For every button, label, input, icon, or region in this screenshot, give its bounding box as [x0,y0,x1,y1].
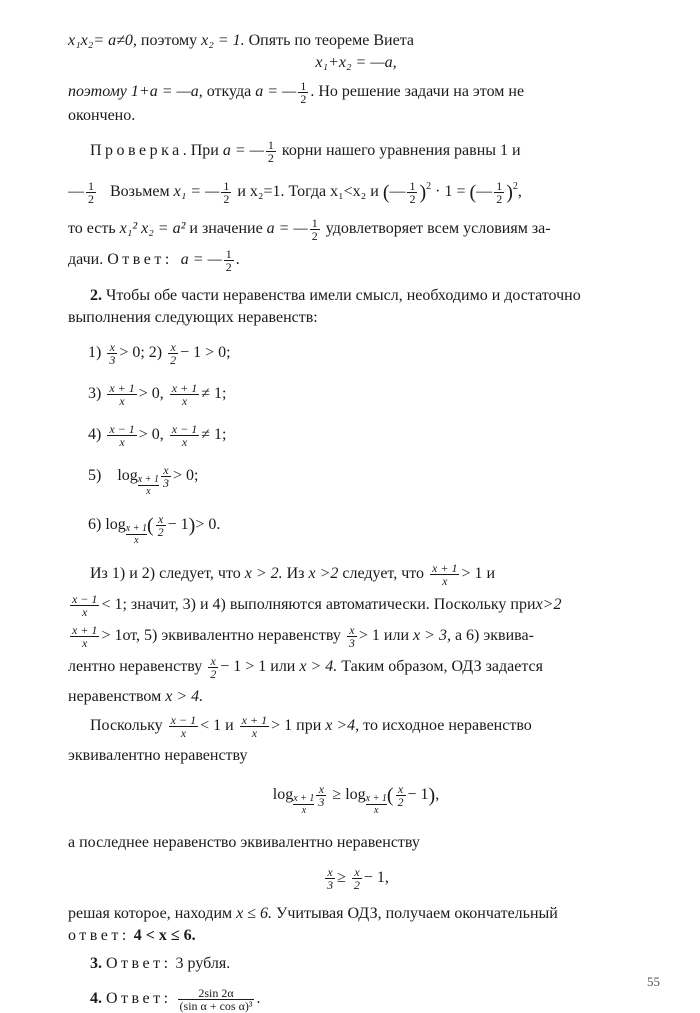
fraction-half: $\frac{1}{2}$ [311,215,318,243]
text: . При [182,142,219,160]
para-3-line-2: $\frac{x - 1}{x}$ < 1; значит, 3) и 4) выполняются автоматически. Поскольку приx>2 [72,592,562,620]
line-4 [68,105,644,127]
list-item: 6) log $\frac{x + 1}{x}$ ( $\frac{x}{2}$ − 1)> 0. [88,512,221,547]
text: · 1 = [435,183,466,200]
text: поэтому [140,32,198,49]
para-4-line-2: эквивалентно неравенству [68,747,248,765]
line-8: дачи. Ответ: a = — $\frac{1}{2}$ . [68,246,240,274]
fraction-half: $\frac{1}{2}$ [267,138,274,165]
fraction-half: $\frac{1}{2}$ [88,178,94,206]
text: выполнения следующих неравенств: [68,308,318,326]
fraction-half: $\frac{1}{2}$ [496,178,503,206]
list-item: 5) log $\frac{x + 1}{x}$ $\frac{x}{3}$ > 0; [88,462,199,497]
list-item: 1) $\frac{x}{3}$ > 0; 2) $\frac{x}{2}$ − 1 > 0; [88,339,231,367]
para-4-line-1: Поскольку $\frac{x - 1}{x}$ < 1 и $\frac{x + 1}{x}$ > 1 при x >4, то исходное неравенство [90,713,532,741]
para-4-line-4: решая которое, находим x ≤ 6. Учитывая ОДЗ, получаем окончательный [68,905,558,923]
para-4-line-3: а последнее неравенство эквивалентно неравенству [68,834,420,852]
answer-3: 3. Ответ: 3 рубля. [90,955,231,973]
text: окончено. [68,107,136,124]
para-3-line-5: неравенством x > 4. [68,688,204,706]
text: x₂ = 1. [201,32,245,49]
text: — [68,183,84,200]
fraction-half: $\frac{1}{2}$ [300,79,307,106]
list-item: 3) $\frac{x + 1}{x}$ > 0, $\frac{x + 1}{x}$ ≠ 1; [88,380,227,408]
problem-number: 2. [90,286,102,304]
text: a = — [180,251,222,268]
log-inequality: log $\frac{x + 1}{x}$ $\frac{x}{3}$ ≥ log $\frac{x + 1}{x}$ ( $\frac{x}{2}$ − 1), [272,782,440,817]
line-3 [68,80,644,105]
text: Чтобы обе части неравенства имели смысл, необходимо и достаточно [106,286,581,304]
answer-4: 4. Ответ: $\frac{2\sin 2\alpha}{\text{(sin α + cos α)³}}$ . [90,986,261,1013]
text: Возьмем [110,183,170,200]
page-number: 55 [647,974,660,989]
text: x₁ = — [173,183,220,200]
para-3-line-1: Из 1) и 2) следует, что x > 2. Из x >2 следует, что $\frac{x + 1}{x}$ > 1 и [90,561,496,589]
line-6: — $\frac{1}{2}$ Возьмем x₁ = — $\frac{1}{2}$ и x₂=1. Тогда x₁<x₂ и (— $\frac{1}{2}$ )$^2$ · 1 = (— $\frac{1}{2}$ )$^2$, [68,178,522,206]
text: Опять по теореме Виета [248,32,414,49]
formula: x₁+x₂ = —a, [315,54,397,71]
text: дачи. [68,251,104,268]
text: a = — [222,142,264,160]
list-item: 4) $\frac{x - 1}{x}$ > 0, $\frac{x - 1}{x}$ ≠ 1; [88,421,227,449]
fraction-half: $\frac{1}{2}$ [223,178,230,206]
fraction-half: $\frac{1}{2}$ [225,246,232,274]
problem-2-line-2 [68,307,644,329]
para-3-line-3: $\frac{x + 1}{x}$ > 1от, 5) эквивалентно неравенству $\frac{x}{3}$ > 1 или x > 3, а 6) эквива- [72,623,534,651]
spaced-word: Проверка [90,142,183,160]
line-1 [68,30,644,52]
text: a = — [255,83,297,101]
para-3-line-4: лентно неравенству $\frac{x}{2}$ − 1 > 1 или x > 4. Таким образом, ОДЗ задается [68,654,543,682]
text: и значение [189,220,263,237]
text: корни нашего уравнения равны 1 и [281,142,521,160]
simple-inequality: $\frac{x}{3}$ ≥ $\frac{x}{2}$ − 1, [327,865,389,893]
text: откуда [206,83,252,101]
para-4-line-5: ответ: 4 < x ≤ 6. [68,927,196,945]
text: поэтому 1+a = —a, [68,83,203,101]
text: a = — [266,220,308,237]
spaced-word: Ответ: [107,251,173,268]
problem-2-line-1 [68,285,644,307]
line-7 [68,217,644,242]
text: . Но решение задачи на этом не [310,83,525,101]
formula: x₁² x₂ = a² [119,220,186,237]
vieta-equation [68,52,644,74]
text: и x₂=1. Тогда x₁<x₂ и [237,183,379,200]
check-line [68,139,644,164]
fraction-half: $\frac{1}{2}$ [409,178,416,206]
text: то есть [68,220,116,237]
text: x₁x₂= a≠0, [68,32,137,49]
text: удовлетворяет всем условиям за- [325,220,551,237]
condition-list [68,341,644,546]
